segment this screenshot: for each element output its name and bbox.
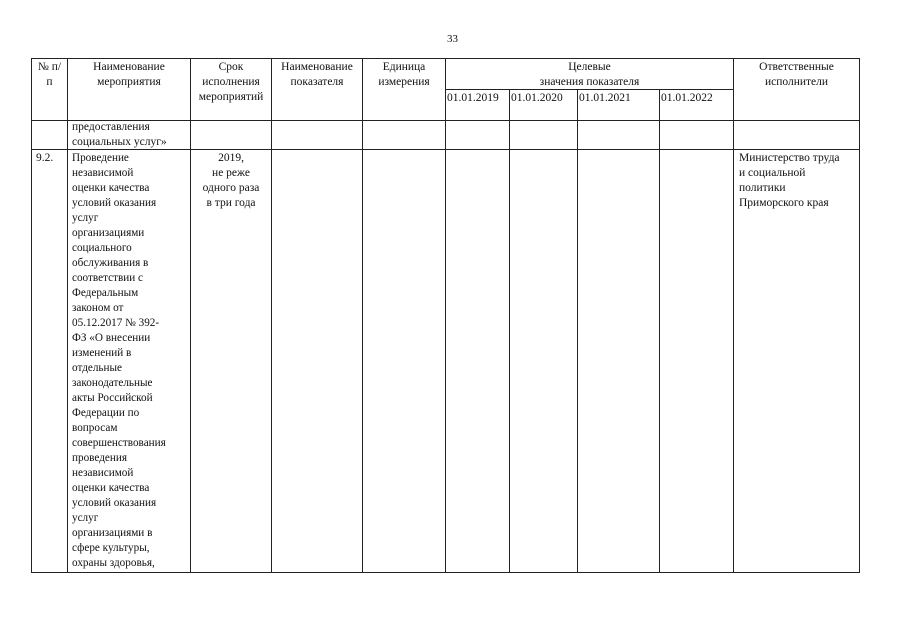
header-deadline: Срок исполнения мероприятий (198, 61, 264, 103)
row-responsible: Министерство труда и социальной политики Приморского края (739, 152, 840, 209)
header-num: № п/ п (37, 61, 62, 88)
header-date-2022: 01.01.2022 (661, 92, 713, 104)
col-line-event (190, 58, 191, 573)
col-line-deadline (271, 58, 272, 573)
row-continuation-event: предоставления социальных услуг» (72, 121, 167, 148)
page-number: 33 (447, 33, 458, 45)
col-line-left (31, 58, 32, 573)
col-line-date-2021 (659, 89, 660, 573)
header-event-name: Наименование мероприятия (93, 61, 165, 88)
header-indicator-name: Наименование показателя (281, 61, 353, 88)
row-event-text: Проведение независимой оценки качества условий оказания услуг организациями социального обслуживания в соответствии с Федеральным законом от 05.12.2017 № 392- ФЗ «О внесении изменений в отдельные законодательные акты Российской Федерации по вопросам совершенствования проведения независимой оценки качества условий оказания услуг организациями в сфере культуры, охраны здоровья, (72, 152, 166, 569)
row-number: 9.2. (36, 152, 54, 164)
col-line-targets (733, 58, 734, 573)
header-date-2020: 01.01.2020 (511, 92, 563, 104)
col-line-date-2020 (577, 89, 578, 573)
header-date-2019: 01.01.2019 (447, 92, 499, 104)
header-date-2021: 01.01.2021 (579, 92, 631, 104)
header-unit: Единица измерения (378, 61, 430, 88)
col-line-date-2019 (509, 89, 510, 573)
row-deadline: 2019, не реже одного раза в три года (202, 152, 260, 209)
col-line-unit (445, 58, 446, 573)
header-target-values: Целевые значения показателя (539, 61, 640, 88)
header-responsible: Ответственные исполнители (759, 61, 834, 88)
col-line-num (67, 58, 68, 573)
col-line-indicator (362, 58, 363, 573)
col-line-right (859, 58, 860, 573)
